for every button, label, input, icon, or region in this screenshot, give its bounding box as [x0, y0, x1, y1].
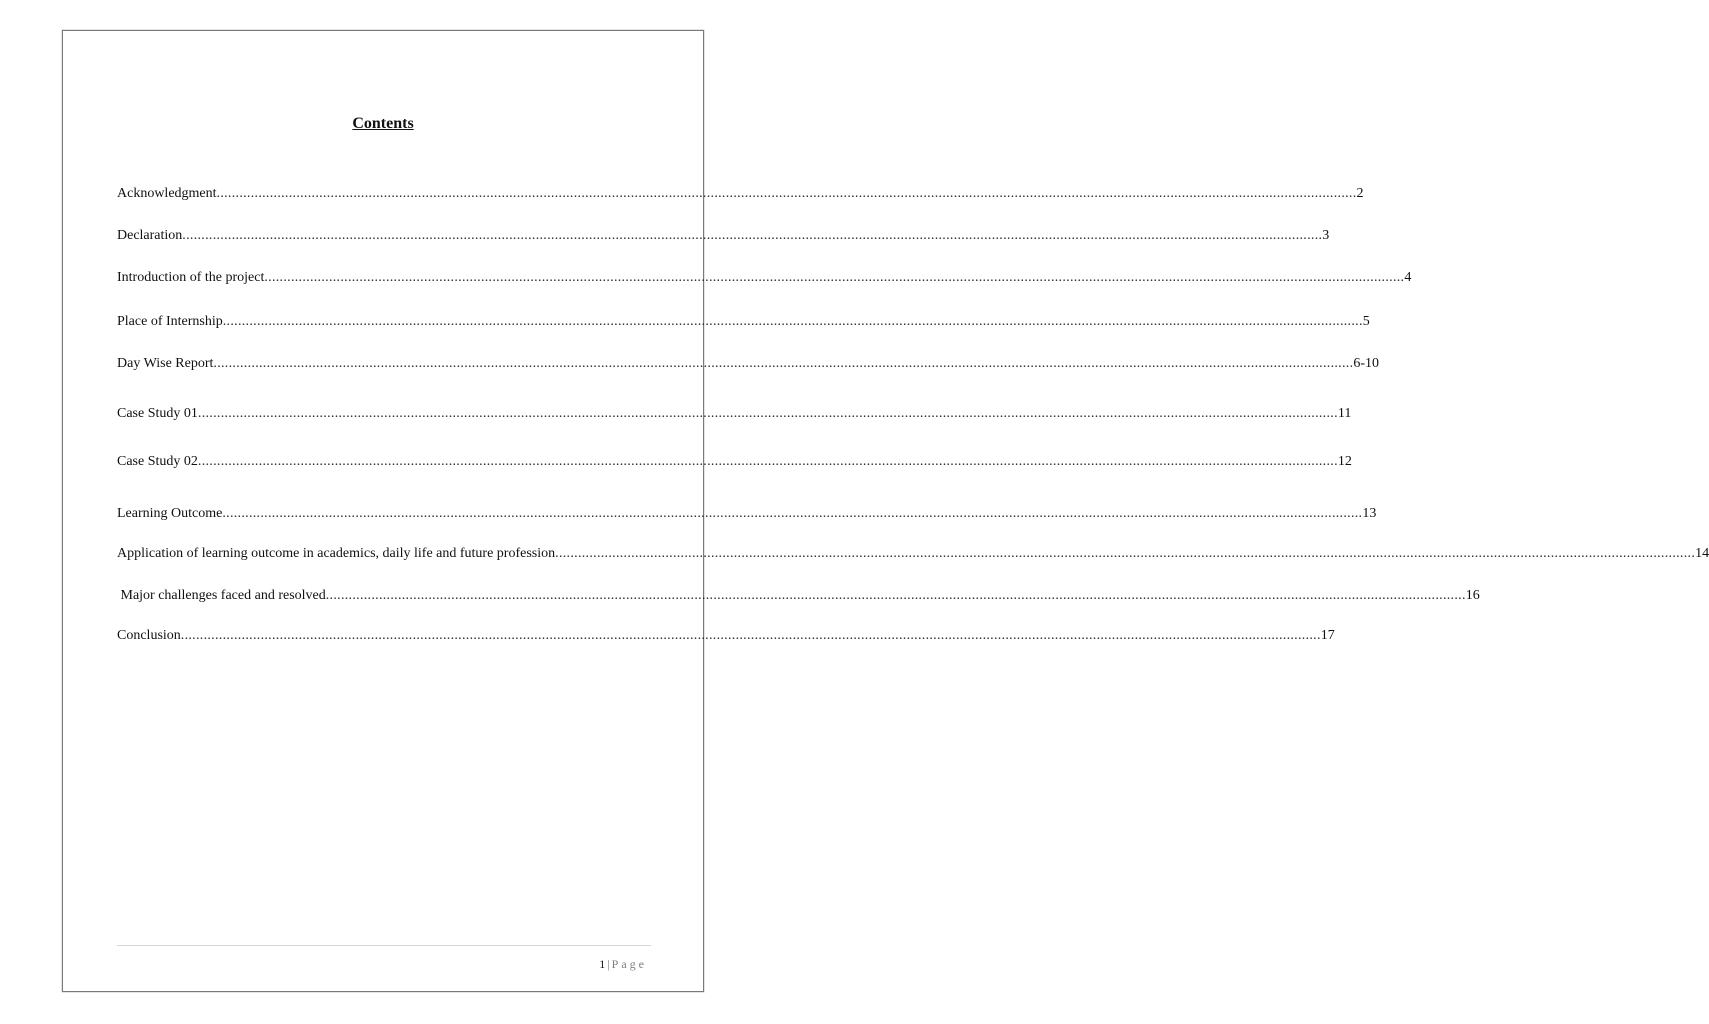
toc-entry-page: 13	[1362, 506, 1377, 521]
toc-entry-major-challenges[interactable]	[117, 587, 1480, 605]
toc-entry-page: 16	[1465, 588, 1480, 603]
toc-entry-case-study-02[interactable]	[117, 453, 1352, 471]
toc-entry-page: 4	[1404, 270, 1412, 285]
toc-entry-application-of-learning[interactable]	[117, 545, 1709, 563]
toc-entry-conclusion[interactable]	[117, 627, 1335, 645]
toc-entry-label: Introduction of the project	[117, 270, 265, 285]
toc-entry-label: Day Wise Report	[117, 356, 214, 371]
toc-entry-label: Learning Outcome	[117, 506, 223, 521]
toc-entry-label: Conclusion	[117, 628, 181, 643]
toc-entry-page: 6-10	[1353, 356, 1380, 371]
toc-entry-page: 17	[1320, 628, 1335, 643]
toc-leader-dots: ............................................................................................................................................................................................................................................................................................................	[222, 506, 1363, 521]
toc-leader-dots: ............................................................................................................................................................................................................................................................................................................	[182, 228, 1323, 243]
toc-entry-label: Case Study 02	[117, 454, 198, 469]
toc-entry-label: Case Study 01	[117, 406, 198, 421]
toc-leader-dots: ............................................................................................................................................................................................................................................................................................................	[213, 356, 1354, 371]
toc-entry-declaration[interactable]	[117, 227, 1330, 245]
toc-entry-case-study-01[interactable]	[117, 405, 1352, 423]
toc-entry-page: 14	[1695, 546, 1709, 561]
toc-entry-page: 5	[1362, 314, 1370, 329]
toc-entry-label: Application of learning outcome in academics, daily life and future profession	[117, 546, 556, 561]
toc-entry-introduction[interactable]	[117, 269, 1412, 287]
toc-entry-label: Place of Internship	[117, 314, 223, 329]
toc-leader-dots: ............................................................................................................................................................................................................................................................................................................	[555, 546, 1696, 561]
footer-page-number: 1	[599, 957, 606, 971]
toc-leader-dots: ............................................................................................................................................................................................................................................................................................................	[197, 406, 1338, 421]
toc-leader-dots: ............................................................................................................................................................................................................................................................................................................	[264, 270, 1405, 285]
toc-leader-dots: ............................................................................................................................................................................................................................................................................................................	[325, 588, 1466, 603]
toc-entry-page: 11	[1337, 406, 1352, 421]
toc-entry-day-wise-report[interactable]	[117, 355, 1380, 373]
toc-leader-dots: ............................................................................................................................................................................................................................................................................................................	[216, 186, 1357, 201]
toc-entry-label: Major challenges faced and resolved	[117, 588, 326, 603]
toc-entry-page: 2	[1356, 186, 1364, 201]
page-title: Contents	[352, 115, 414, 132]
toc-entry-label: Declaration	[117, 228, 183, 243]
toc-entry-place-of-internship[interactable]	[117, 313, 1370, 331]
footer-page-word: Page	[611, 957, 647, 971]
toc-leader-dots: ............................................................................................................................................................................................................................................................................................................	[222, 314, 1363, 329]
toc-entry-label: Acknowledgment	[117, 186, 217, 201]
toc-entry-acknowledgment[interactable]	[117, 185, 1364, 203]
document-page	[62, 30, 1709, 992]
toc-leader-dots: ............................................................................................................................................................................................................................................................................................................	[197, 454, 1338, 469]
footer-separator: |	[607, 957, 610, 971]
toc-entry-page: 3	[1322, 228, 1330, 243]
toc-entry-learning-outcome[interactable]	[117, 505, 1377, 523]
page-footer	[599, 957, 647, 972]
toc-entry-page: 12	[1337, 454, 1352, 469]
toc-leader-dots: ............................................................................................................................................................................................................................................................................................................	[180, 628, 1321, 643]
footer-divider	[117, 945, 651, 946]
